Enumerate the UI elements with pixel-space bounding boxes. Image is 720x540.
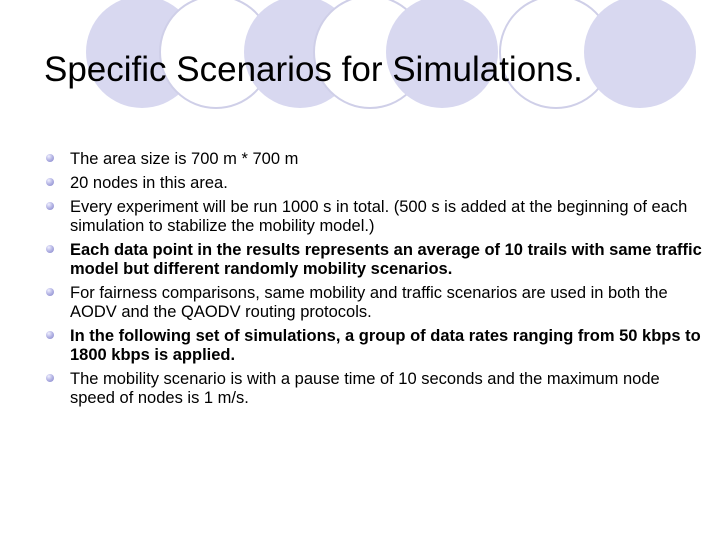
decorative-circle (584, 0, 696, 108)
bullet-text: For fairness comparisons, same mobility and traffic scenarios are used in both the AODV and the QAODV routing protocols. (70, 284, 668, 321)
bullet-text: Each data point in the results represents an average of 10 trails with same traffic model but different randomly mobility scenarios. (70, 241, 702, 278)
bullet-dot-icon (46, 374, 54, 382)
bullet-dot-icon (46, 331, 54, 339)
bullet-text: The mobility scenario is with a pause time of 10 seconds and the maximum node speed of nodes is 1 m/s. (70, 370, 660, 407)
bullet-text: Every experiment will be run 1000 s in total. (500 s is added at the beginning of each simulation to stabilize the mobility model.) (70, 198, 688, 235)
bullet-text: The area size is 700 m * 700 m (70, 150, 299, 168)
bullet-item (0, 174, 720, 193)
bullet-item (0, 370, 720, 408)
slide-title: Specific Scenarios for Simulations. (44, 50, 583, 89)
bullet-item (0, 284, 720, 322)
bullet-item (0, 198, 720, 236)
bullet-item-bold (0, 241, 720, 279)
bullet-item (0, 150, 720, 169)
bullet-dot-icon (46, 288, 54, 296)
bullet-list (0, 150, 720, 413)
bullet-dot-icon (46, 245, 54, 253)
bullet-text: 20 nodes in this area. (70, 174, 228, 192)
bullet-dot-icon (46, 178, 54, 186)
bullet-dot-icon (46, 202, 54, 210)
bullet-item-bold (0, 327, 720, 365)
bullet-text: In the following set of simulations, a group of data rates ranging from 50 kbps to 1800 kbps is applied. (70, 327, 701, 364)
bullet-dot-icon (46, 154, 54, 162)
